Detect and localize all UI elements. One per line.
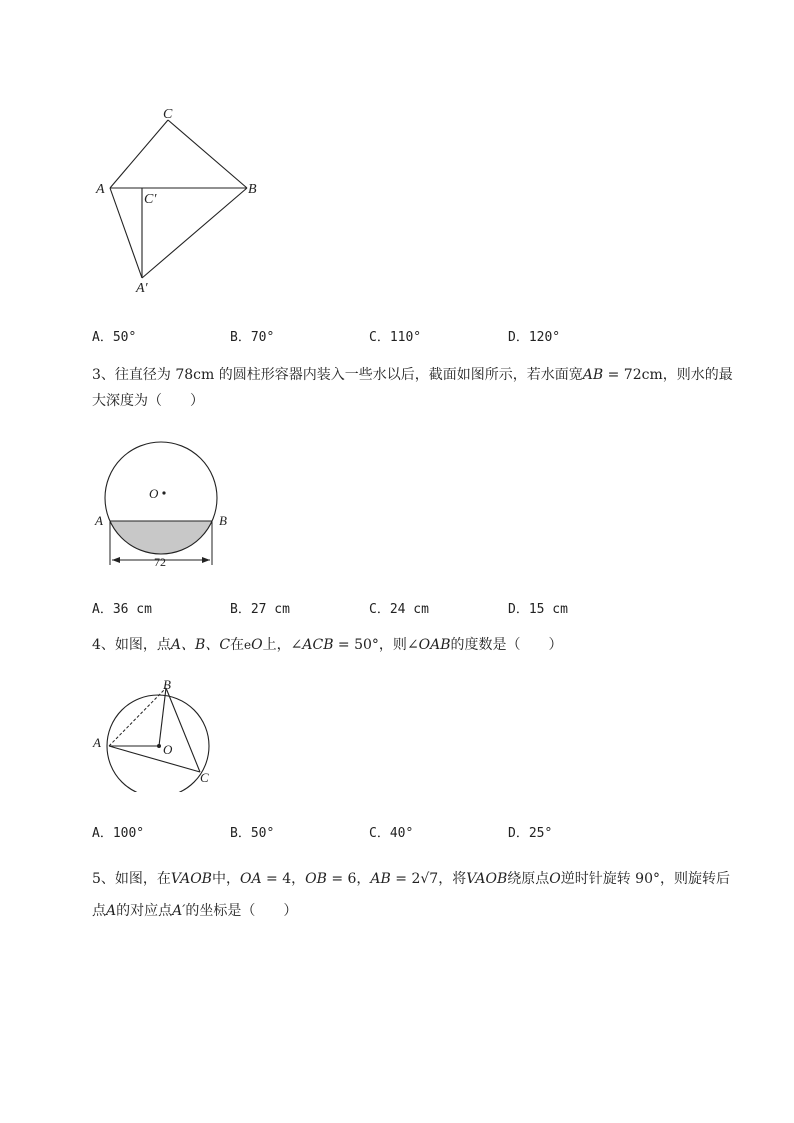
figure-rotation-triangle — [90, 100, 280, 300]
label-o: O — [149, 486, 159, 501]
q5-eq-ob: = 6， — [326, 871, 371, 887]
label-c: C — [163, 107, 173, 122]
q4-text-mid2: 上， — [262, 637, 291, 653]
label-b: B — [248, 182, 257, 197]
q5-triangle-1: VAOB — [170, 871, 212, 887]
q3-text-b: = 72cm，则水的最 — [603, 367, 733, 383]
label-o: O — [163, 742, 173, 757]
q3-option-b[interactable]: B．27 cm — [230, 602, 290, 617]
q5-sqrt: √7 — [420, 871, 439, 887]
q3-var-ab: AB — [582, 367, 604, 383]
label-a-prime: A′ — [136, 281, 148, 296]
label-a: A — [93, 735, 101, 750]
q3-option-a[interactable]: A．36 cm — [92, 602, 152, 617]
q2-option-c[interactable]: C．110° — [369, 330, 422, 345]
q5-line2-pre: 点 — [92, 903, 106, 919]
q2-option-d[interactable]: D．120° — [508, 330, 561, 345]
q4-option-a[interactable]: A．100° — [92, 826, 145, 841]
figure-inscribed-angle — [88, 672, 228, 792]
q3-option-d[interactable]: D．15 cm — [508, 602, 568, 617]
q3-question-line2: 大深度为（ ） — [92, 393, 204, 409]
q5-point-a-prime: A′ — [172, 903, 186, 919]
q5-origin: O — [549, 871, 561, 887]
dimension-label: 72 — [154, 555, 166, 569]
label-a: A — [96, 182, 105, 197]
q4-circle-symbol: e — [244, 638, 252, 652]
label-a: A — [95, 513, 103, 528]
label-c: C — [200, 770, 209, 785]
label-c-prime: C′ — [144, 192, 157, 207]
q4-option-c[interactable]: C．40° — [369, 826, 414, 841]
q4-angle-acb: ∠ACB — [290, 637, 334, 653]
q5-line2-post: 的坐标是（ ） — [185, 903, 298, 919]
q4-option-b[interactable]: B．50° — [230, 826, 275, 841]
q5-text-mid2: ，将 — [438, 871, 467, 887]
q3-question-line1 — [92, 362, 733, 389]
q5-text-mid1: 中， — [211, 871, 240, 887]
q4-question — [92, 632, 563, 659]
q5-oa: OA — [239, 871, 262, 887]
q5-triangle-2: VAOB — [466, 871, 508, 887]
q5-point-a: A — [106, 903, 117, 919]
q5-ob: OB — [305, 871, 327, 887]
label-b: B — [163, 677, 171, 692]
q4-option-d[interactable]: D．25° — [508, 826, 553, 841]
q4-text-post: 的度数是（ ） — [450, 637, 563, 653]
q4-points: A、B、C — [170, 637, 231, 653]
label-b: B — [219, 513, 227, 528]
q5-ab: AB — [370, 871, 391, 887]
q4-angle-oab: ∠OAB — [406, 637, 451, 653]
q4-text-pre: 4、如图，点 — [92, 637, 171, 653]
q4-text-eq: = 50°，则 — [333, 637, 407, 653]
q5-line2-mid: 的对应点 — [116, 903, 173, 919]
figure-cylinder-cross-section — [88, 432, 238, 572]
q5-question-line2 — [92, 898, 297, 925]
q3-text-a: 3、往直径为 78cm 的圆柱形容器内装入一些水以后，截面如图所示，若水面宽 — [92, 367, 583, 383]
q5-eq-ab: = 2 — [390, 871, 421, 887]
q2-option-a[interactable]: A．50° — [92, 330, 137, 345]
q5-eq-oa: = 4， — [261, 871, 306, 887]
q3-option-c[interactable]: C．24 cm — [369, 602, 429, 617]
q5-text-mid3: 绕原点 — [507, 871, 550, 887]
q4-text-mid: 在 — [230, 637, 245, 653]
q5-question-line1 — [92, 866, 730, 893]
q5-text-post1: 逆时针旋转 90°，则旋转后 — [560, 871, 730, 887]
q5-text-pre: 5、如图，在 — [92, 871, 171, 887]
q2-option-b[interactable]: B．70° — [230, 330, 275, 345]
q4-o: O — [251, 637, 263, 653]
